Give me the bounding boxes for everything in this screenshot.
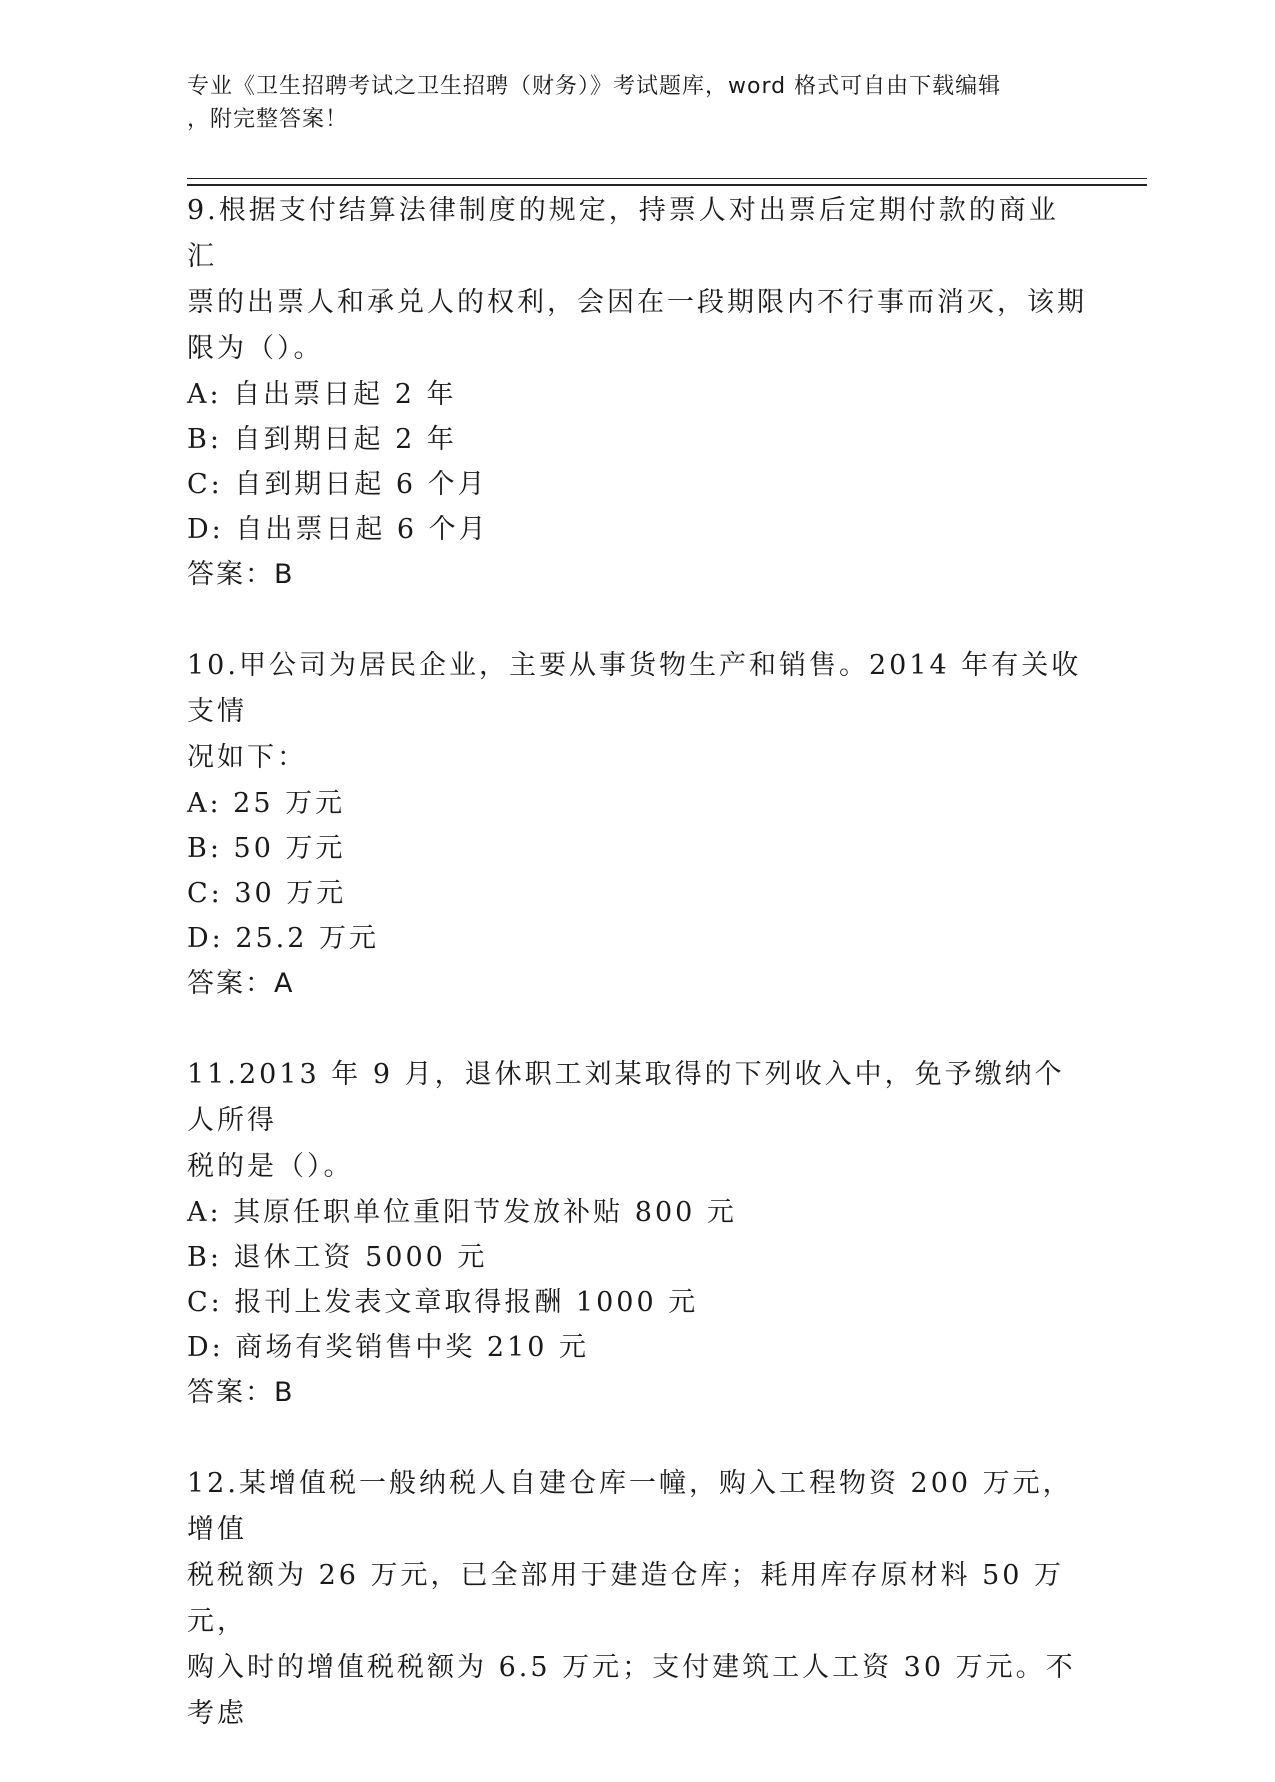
option-a: A: 25 万元 (187, 788, 346, 819)
question-text-line: 况如下： (187, 742, 307, 773)
question-text-line: 12.某增值税一般纳税人自建仓库一幢，购入工程物资 200 万元，增值 (187, 1468, 1073, 1545)
answer-line: 答案：B (187, 559, 295, 590)
option-a: A: 自出票日起 2 年 (187, 379, 457, 410)
question-text-line: 税税额为 26 万元，已全部用于建造仓库；耗用库存原材料 50 万元， (187, 1560, 1065, 1637)
question-text-line: 票的出票人和承兑人的权利，会因在一段期限内不行事而消灭，该期 (187, 287, 1087, 318)
question-list (187, 188, 1087, 1782)
question-text-line: 税的是（）。 (187, 1151, 354, 1182)
answer-line: 答案：A (187, 968, 295, 999)
option-c: C: 30 万元 (187, 878, 347, 909)
question-text-line: 10.甲公司为居民企业，主要从事货物生产和销售。2014 年有关收支情 (187, 650, 1082, 727)
option-b: B: 退休工资 5000 元 (187, 1242, 488, 1273)
question-text-line: 9.根据支付结算法律制度的规定，持票人对出票后定期付款的商业汇 (187, 195, 1059, 272)
option-b: B: 50 万元 (187, 833, 346, 864)
option-c: C: 自到期日起 6 个月 (187, 469, 488, 500)
question-10 (187, 643, 1087, 1007)
header-divider-thin (187, 178, 1147, 179)
option-c: C: 报刊上发表文章取得报酬 1000 元 (187, 1287, 699, 1318)
document-header (187, 70, 1067, 136)
option-d: D: 25.2 万元 (187, 923, 380, 954)
header-line-2: ，附完整答案！ (187, 107, 349, 132)
option-b: B: 自到期日起 2 年 (187, 424, 457, 455)
question-9 (187, 188, 1087, 598)
option-d: D: 自出票日起 6 个月 (187, 514, 489, 545)
question-12 (187, 1461, 1087, 1737)
option-a: A: 其原任职单位重阳节发放补贴 800 元 (187, 1197, 737, 1228)
option-d: D: 商场有奖销售中奖 210 元 (187, 1332, 590, 1363)
answer-line: 答案：B (187, 1377, 295, 1408)
question-text-line: 限为（）。 (187, 333, 324, 364)
question-11 (187, 1052, 1087, 1416)
question-text-line: 11.2013 年 9 月，退休职工刘某取得的下列收入中，免予缴纳个人所得 (187, 1059, 1065, 1136)
header-divider-thick (187, 184, 1147, 186)
question-text-line: 购入时的增值税税额为 6.5 万元；支付建筑工人工资 30 万元。不考虑 (187, 1652, 1076, 1729)
header-line-1: 专业《卫生招聘考试之卫生招聘（财务）》考试题库，word 格式可自由下载编辑 (187, 74, 1002, 99)
